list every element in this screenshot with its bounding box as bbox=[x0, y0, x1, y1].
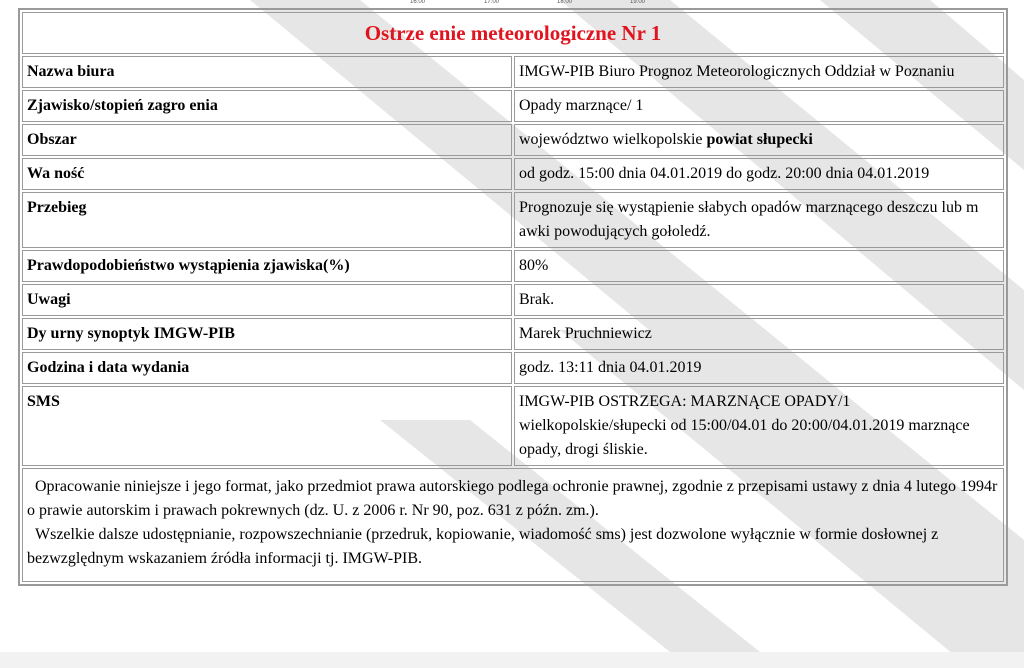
row-value-office: IMGW-PIB Biuro Prognoz Meteorologicznych Oddział w Poznaniu bbox=[514, 56, 1004, 88]
row-label-probability: Prawdopodobieństwo wystąpienia zjawiska(%) bbox=[22, 250, 512, 282]
row-value-forecaster: Marek Pruchniewicz bbox=[514, 318, 1004, 350]
area-county: powiat słupecki bbox=[706, 131, 813, 148]
table-row bbox=[22, 124, 1004, 156]
tick-label: 19:00 bbox=[630, 0, 646, 5]
table-row bbox=[22, 318, 1004, 350]
area-province: województwo wielkopolskie bbox=[519, 131, 707, 148]
row-label-forecaster: Dy urny synoptyk IMGW-PIB bbox=[22, 318, 512, 350]
timeline-ticks bbox=[0, 0, 1024, 7]
warning-table bbox=[18, 8, 1008, 586]
row-value-sms: IMGW-PIB OSTRZEGA: MARZNĄCE OPADY/1 wielkopolskie/słupecki od 15:00/04.01 do 20:00/04.01.2019 marznące opady, drogi śliskie. bbox=[514, 386, 1004, 466]
page-bottom-band bbox=[0, 652, 1024, 668]
row-value-area bbox=[514, 124, 1004, 156]
row-value-course: Prognozuje się wystąpienie słabych opadów marznącego deszczu lub m awki powodujących gołoledź. bbox=[514, 192, 1004, 248]
table-row bbox=[22, 352, 1004, 384]
footer-row bbox=[22, 468, 1004, 582]
row-value-validity: od godz. 15:00 dnia 04.01.2019 do godz. 20:00 dnia 04.01.2019 bbox=[514, 158, 1004, 190]
copyright-notice bbox=[22, 468, 1004, 582]
row-label-phenomenon: Zjawisko/stopień zagro enia bbox=[22, 90, 512, 122]
row-value-notes: Brak. bbox=[514, 284, 1004, 316]
table-row bbox=[22, 56, 1004, 88]
table-row bbox=[22, 284, 1004, 316]
table-row bbox=[22, 192, 1004, 248]
copyright-paragraph: Opracowanie niniejsze i jego format, jako przedmiot prawa autorskiego podlega ochronie prawnej, zgodnie z przepisami ustawy z dnia 4 lutego 1994r o prawie autorskim i prawach pokrewnych (dz. U. z 2006 r. Nr 90, poz. 631 z późn. zm.). bbox=[27, 478, 1002, 519]
row-value-phenomenon: Opady marznące/ 1 bbox=[514, 90, 1004, 122]
row-label-area: Obszar bbox=[22, 124, 512, 156]
row-value-probability: 80% bbox=[514, 250, 1004, 282]
tick-label: 16:00 bbox=[410, 0, 426, 5]
title-row bbox=[22, 12, 1004, 54]
row-label-sms: SMS bbox=[22, 386, 512, 466]
table-row bbox=[22, 158, 1004, 190]
row-label-course: Przebieg bbox=[22, 192, 512, 248]
row-label-office: Nazwa biura bbox=[22, 56, 512, 88]
row-label-issued: Godzina i data wydania bbox=[22, 352, 512, 384]
row-label-notes: Uwagi bbox=[22, 284, 512, 316]
table-row bbox=[22, 386, 1004, 466]
tick-label: 18:00 bbox=[557, 0, 573, 5]
warning-title: Ostrze enie meteorologiczne Nr 1 bbox=[22, 12, 1004, 54]
table-row bbox=[22, 90, 1004, 122]
row-label-validity: Wa ność bbox=[22, 158, 512, 190]
table-row bbox=[22, 250, 1004, 282]
distribution-paragraph: Wszelkie dalsze udostępnianie, rozpowszechnianie (przedruk, kopiowanie, wiadomość sms) jest dozwolone wyłącznie w formie dosłownej z bezwzględnym wskazaniem źródła informacji tj. IMGW-PIB. bbox=[27, 526, 943, 567]
tick-label: 17:00 bbox=[484, 0, 500, 5]
row-value-issued: godz. 13:11 dnia 04.01.2019 bbox=[514, 352, 1004, 384]
